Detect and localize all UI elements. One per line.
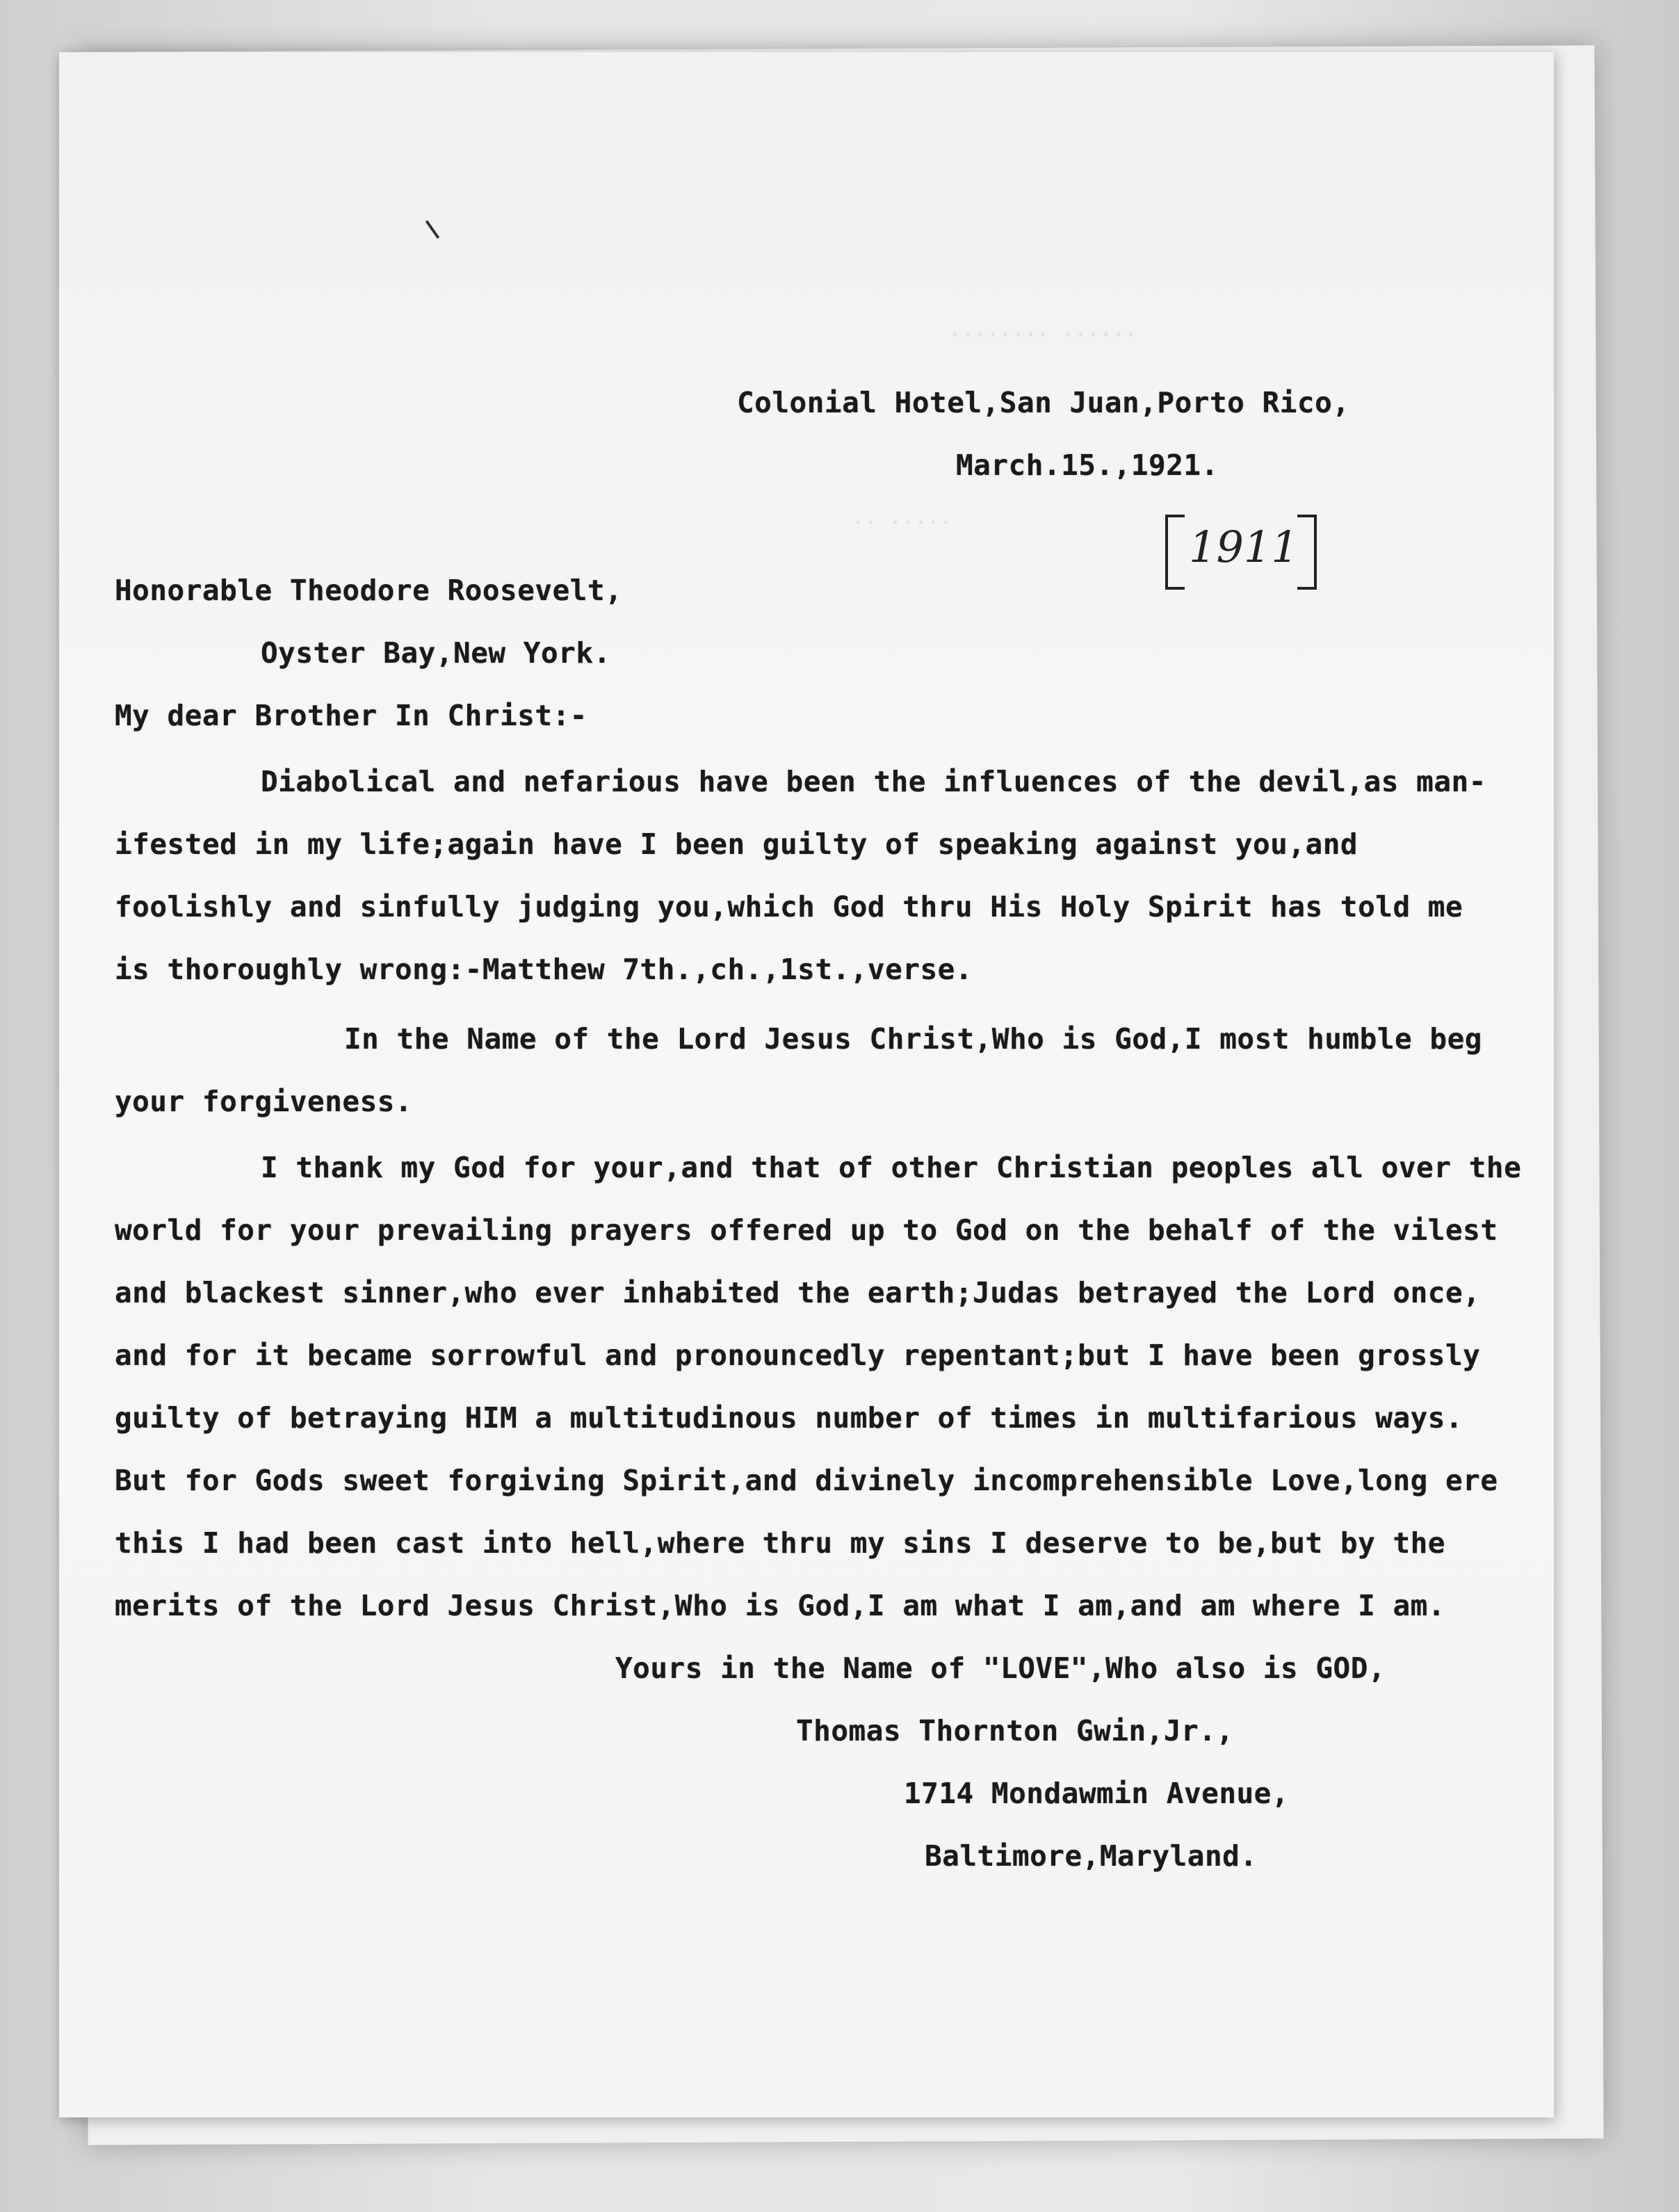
body-line: world for your prevailing prayers offered up to God on the behalf of the vilest <box>115 1213 1498 1247</box>
recipient-name: Honorable Theodore Roosevelt, <box>115 574 623 607</box>
body-line: is thoroughly wrong:-Matthew 7th.,ch.,1st.,verse. <box>115 953 973 986</box>
bleed-through-mark: ········ ······ <box>949 323 1137 348</box>
sender-address: Colonial Hotel,San Juan,Porto Rico, <box>737 386 1350 419</box>
closing: Yours in the Name of "LOVE",Who also is GOD, <box>615 1652 1386 1685</box>
handwritten-year: 1911 <box>1189 522 1299 572</box>
body-line: But for Gods sweet forgiving Spirit,and divinely incomprehensible Love,long ere <box>115 1464 1498 1497</box>
signature-name: Thomas Thornton Gwin,Jr., <box>796 1714 1234 1747</box>
recipient-location: Oyster Bay,New York. <box>261 636 611 670</box>
letter-date: March.15.,1921. <box>956 449 1219 482</box>
body-line: merits of the Lord Jesus Christ,Who is God,I am what I am,and am where I am. <box>115 1589 1445 1622</box>
body-line: and for it became sorrowful and pronouncedly repentant;but I have been grossly <box>115 1339 1481 1372</box>
body-line: ifested in my life;again have I been guilty of speaking against you,and <box>115 828 1358 861</box>
body-line: guilty of betraying HIM a multitudinous number of times in multifarious ways. <box>115 1401 1463 1435</box>
salutation: My dear Brother In Christ:- <box>115 699 587 732</box>
signature-city: Baltimore,Maryland. <box>925 1839 1258 1873</box>
pen-mark <box>425 220 439 239</box>
body-line: I thank my God for your,and that of other Christian peoples all over the <box>261 1151 1522 1184</box>
bleed-through-mark: ·· ····· <box>852 511 952 535</box>
body-line: this I had been cast into hell,where thru my sins I deserve to be,but by the <box>115 1526 1445 1560</box>
archival-date-note <box>1161 515 1321 591</box>
body-line: foolishly and sinfully judging you,which God thru His Holy Spirit has told me <box>115 890 1463 923</box>
body-line: your forgiveness. <box>115 1085 413 1118</box>
body-line: and blackest sinner,who ever inhabited the earth;Judas betrayed the Lord once, <box>115 1276 1481 1309</box>
body-line: In the Name of the Lord Jesus Christ,Who is God,I most humble beg <box>344 1022 1482 1056</box>
right-bracket <box>1297 515 1317 590</box>
signature-address: 1714 Mondawmin Avenue, <box>904 1777 1290 1810</box>
body-line: Diabolical and nefarious have been the influences of the devil,as man- <box>261 765 1486 798</box>
letter-page <box>59 52 1554 2117</box>
left-bracket <box>1165 515 1185 590</box>
